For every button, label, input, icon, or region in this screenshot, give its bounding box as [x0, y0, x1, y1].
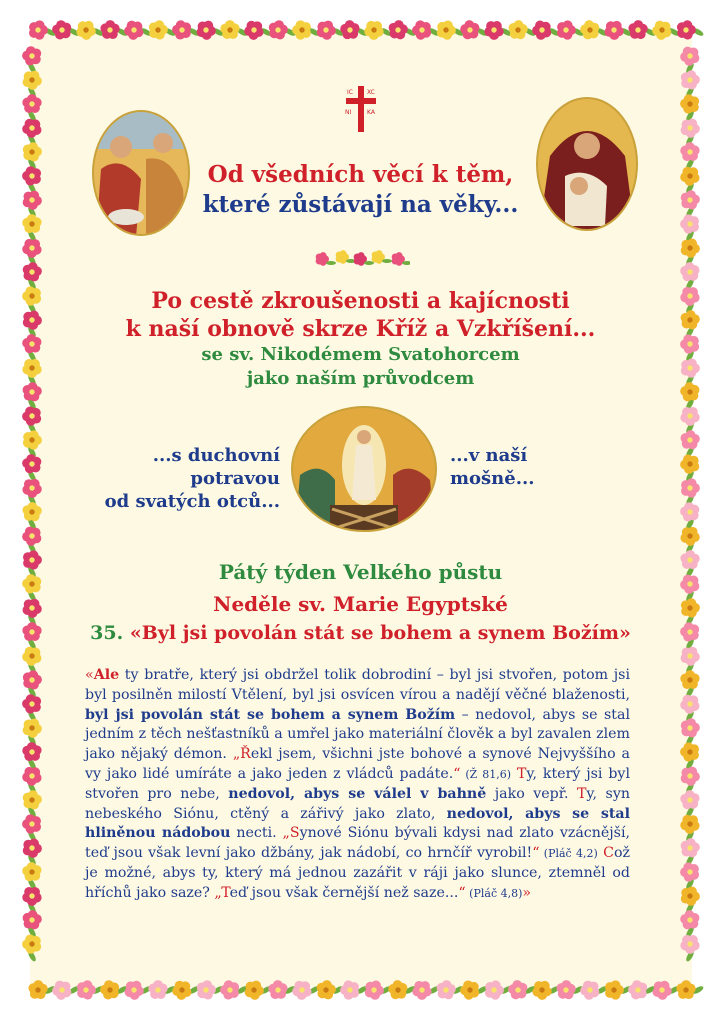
flower-icon [365, 981, 384, 1000]
flower-icon [681, 647, 700, 666]
flower-icon [317, 980, 336, 999]
flower-icon [681, 430, 700, 449]
flower-icon [292, 20, 311, 39]
flower-icon [124, 21, 143, 40]
resurrection-icon [290, 405, 438, 533]
flower-icon [28, 980, 47, 999]
flower-icon [681, 239, 700, 258]
flower-icon [604, 21, 623, 40]
flower-icon [22, 934, 41, 953]
subtitle-line1: Po cestě zkroušenosti a kajícnosti [151, 288, 570, 314]
flower-icon [340, 20, 359, 39]
quote2-open: „S [282, 825, 300, 842]
subtitle-red [0, 287, 721, 343]
right-side-text [450, 444, 570, 490]
flower-icon [484, 21, 503, 40]
heading [0, 160, 721, 220]
body-p7: ož je možné, abys ty, který má jednou zazářit v ráji jako slunce, ztemněl od hříchů jako saze? [85, 845, 630, 901]
flower-icon [22, 887, 41, 906]
body-p1: ty bratře, který jsi obdržel tolik dobrodiní – byl jsi stvořen, potom jsi byl posilněn milostí Vtělení, byl jsi osvícen vírou a nadějí věčné blaženosti, [85, 667, 630, 703]
left-line3: od svatých otců... [104, 491, 280, 512]
flower-icon [680, 815, 699, 834]
flower-icon [22, 94, 41, 113]
flower-icon [22, 119, 41, 138]
ref2: (Pláč 4,2) [539, 847, 598, 861]
flower-icon [605, 980, 624, 999]
subtitle-line2: k naší obnově skrze Kříž a Vzkříšení... [125, 316, 596, 342]
body-quote2: ynové Siónu bývali kdysi nad zlato vzácnější, teď jsou však levní jako džbány, jak nádobí, co hrnčíř vyrobil! [85, 825, 630, 862]
flower-icon [317, 21, 336, 40]
flower-icon [244, 21, 263, 40]
reading-title [0, 622, 721, 644]
flower-icon [680, 262, 699, 281]
flower-icon [557, 20, 576, 39]
flower-icon [292, 981, 311, 1000]
flower-icon [268, 980, 287, 999]
week-title [0, 556, 721, 620]
reading-title-text: «Byl jsi povolán stát se bohem a synem Božím» [129, 622, 631, 644]
body-b3: nedovol, abys se stal hliněnou nádobou [85, 805, 630, 842]
flower-icon [628, 20, 647, 39]
quote1-close: “ [453, 765, 461, 782]
flower-icon [680, 670, 699, 689]
flower-icon [220, 20, 239, 39]
flower-icon [680, 407, 699, 426]
body-p2: – nedovol, abys se stal jedním z těch nešťastníků a umřel jako materiální člověk a byl zavalen zlem jako nějaký démon. [85, 706, 630, 763]
cross-text-xc: XC [367, 89, 375, 96]
body-p6: necti. [230, 825, 283, 842]
flower-icon [676, 980, 695, 999]
flower-icon [77, 980, 96, 999]
flower-icon [172, 981, 191, 1000]
close-quote: » [522, 884, 532, 901]
flower-icon [680, 142, 699, 161]
left-side-text [90, 444, 280, 513]
flower-icon [680, 790, 699, 809]
flower-icon [23, 719, 42, 738]
flower-icon [681, 478, 700, 497]
flower-icon [22, 479, 41, 498]
flower-icon [681, 838, 700, 857]
flower-icon [412, 20, 431, 39]
flower-icon [580, 20, 599, 39]
flower-icon [580, 981, 599, 1000]
quote3-open: „T [214, 884, 230, 901]
flower-icon [460, 980, 479, 999]
flower-icon [245, 981, 264, 1000]
flower-icon [677, 20, 696, 39]
cross-text-ka: KA [367, 109, 375, 116]
flower-icon [22, 527, 41, 546]
flower-icon [680, 695, 699, 714]
body-p5: y, syn nebeského Siónu, ctěný a zářivý jako zlato, [85, 785, 630, 822]
flower-icon [23, 670, 42, 689]
quote2-close: “ [532, 845, 540, 862]
flower-icon [22, 239, 41, 258]
flower-icon [22, 406, 41, 425]
flower-icon [680, 910, 699, 929]
cross-icon [342, 84, 380, 134]
flower-icon [532, 981, 551, 1000]
body-b2: nedovol, abys se válel v bahně [228, 785, 487, 802]
flower-icon [23, 430, 42, 449]
body-quote3: eď jsou však černější než saze... [229, 884, 459, 901]
body-p4: jako vepř. [486, 785, 577, 802]
cross-text-ic: IC [347, 89, 353, 96]
body-text [85, 666, 630, 904]
quote1-open: „Ř [232, 746, 251, 763]
flower-icon [681, 718, 700, 737]
body-b1: byl jsi povolán stát se bohem a synem Božím [85, 706, 456, 723]
flower-icon [364, 21, 383, 40]
flower-icon [509, 20, 528, 39]
flower-icon [52, 20, 71, 39]
initial-t: T [510, 765, 527, 782]
flower-icon [23, 790, 42, 809]
ref1: (Ž 81,6) [460, 767, 511, 781]
flower-icon [532, 21, 551, 40]
floral-divider [310, 247, 410, 271]
right-line2: mošně... [450, 468, 535, 489]
flower-icon [680, 47, 699, 66]
flower-icon [628, 980, 647, 999]
flower-icon [389, 20, 408, 39]
open-quote: « [85, 667, 94, 683]
reading-number: 35. [90, 622, 124, 644]
flower-icon [22, 46, 41, 65]
flower-icon [681, 70, 700, 89]
right-line1: ...v naší [450, 445, 528, 466]
initial-ale: Ale [93, 667, 120, 683]
flower-icon [680, 502, 699, 521]
body-quote1: ekl jsem, všichni jste bohové a synové Nejvyššího a vy jako lidé umíráte a jako jeden z vládců padáte. [85, 746, 630, 782]
flower-icon [149, 20, 168, 39]
week-line2: Neděle sv. Marie Egyptské [213, 592, 508, 616]
initial-c: C [597, 845, 614, 862]
flower-icon [652, 21, 671, 40]
quote3-close: “ [458, 884, 466, 901]
flower-icon [23, 910, 42, 929]
flower-icon [23, 142, 42, 161]
flower-icon [197, 980, 216, 999]
flower-icon [23, 262, 42, 281]
flower-icon [680, 862, 699, 881]
flower-icon [22, 502, 41, 521]
flower-icon [681, 119, 700, 138]
flower-icon [437, 980, 456, 999]
flower-icon [681, 767, 700, 786]
flower-icon [197, 21, 216, 40]
flower-icon [52, 981, 71, 1000]
flower-icon [680, 742, 699, 761]
subtitle-green [0, 343, 721, 391]
flower-icon [23, 71, 42, 90]
week-line1: Pátý týden Velkého půstu [218, 560, 503, 584]
flower-icon [388, 980, 407, 999]
flower-icon [680, 527, 699, 546]
subtitle-line4: jako naším průvodcem [246, 368, 475, 389]
flower-icon [22, 454, 41, 473]
flower-icon [22, 814, 41, 833]
flower-icon [681, 886, 700, 905]
flower-icon [29, 20, 48, 39]
ref3: (Pláč 4,8) [465, 886, 523, 900]
subtitle-line3: se sv. Nikodémem Svatohorcem [201, 344, 520, 365]
flower-icon [460, 20, 479, 39]
flower-icon [653, 981, 672, 1000]
flower-icon [508, 980, 527, 999]
flower-icon [22, 647, 41, 666]
flower-icon [125, 981, 144, 1000]
heading-line1: Od všedních věcí k těm, [207, 161, 514, 188]
flower-icon [437, 20, 456, 39]
flower-icon [556, 980, 575, 999]
flower-icon [680, 935, 699, 954]
left-line2: potravou [190, 468, 280, 489]
flower-icon [100, 980, 119, 999]
flower-icon [680, 94, 699, 113]
flower-icon [23, 839, 42, 858]
flower-icon [172, 20, 191, 39]
initial-t2: T [576, 785, 587, 802]
flower-icon [680, 455, 699, 474]
flower-icon [148, 980, 167, 999]
flower-icon [220, 980, 239, 999]
flower-icon [100, 20, 119, 39]
cross-text-ni: NI [345, 109, 352, 116]
left-line1: ...s duchovní [152, 445, 280, 466]
flower-icon [412, 981, 431, 1000]
flower-icon [485, 980, 504, 999]
flower-icon [22, 742, 41, 761]
flower-icon [340, 980, 359, 999]
flower-icon [76, 21, 95, 40]
flower-icon [22, 694, 41, 713]
body-p3: y, který jsi byl stvořen pro nebe, [85, 765, 630, 802]
flower-icon [269, 20, 288, 39]
flower-icon [22, 767, 41, 786]
flower-icon [22, 862, 41, 881]
heading-line2: které zůstávají na věky... [202, 191, 519, 218]
